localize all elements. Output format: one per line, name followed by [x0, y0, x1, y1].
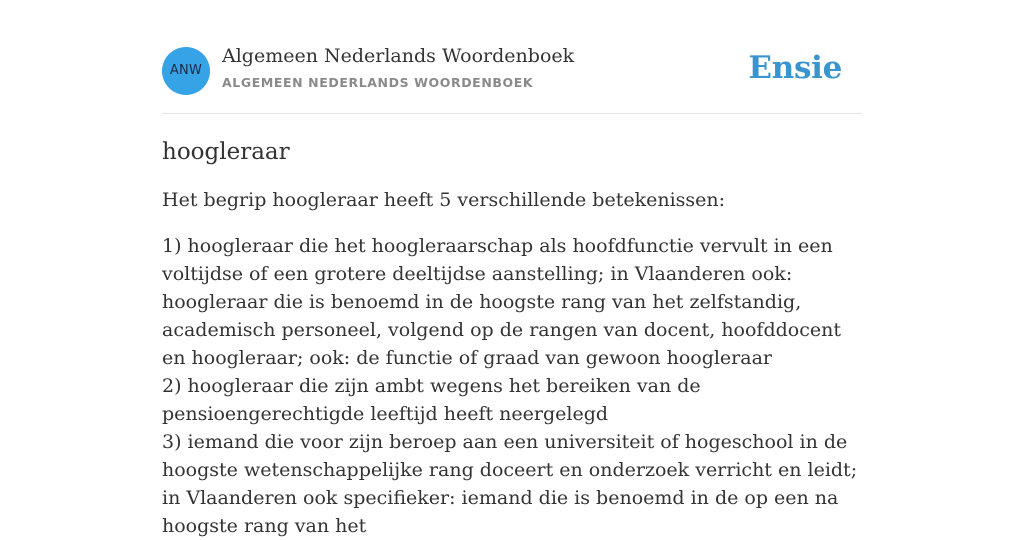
- definition-list: [162, 232, 862, 540]
- page: [162, 0, 862, 540]
- definition-item: 3) iemand die voor zijn beroep aan een universiteit of hogeschool in de hoogste wetenschappelijke rang doceert en onderzoek verricht en leidt; in Vlaanderen ook specifieker: iemand die is benoemd in de op een na hoogste rang van het: [162, 431, 858, 537]
- dictionary-subtitle: ALGEMEEN NEDERLANDS WOORDENBOEK: [222, 75, 534, 90]
- entry-word: hoogleraar: [162, 139, 290, 165]
- anw-logo[interactable]: ANW: [162, 47, 210, 95]
- ensie-logo[interactable]: Ensie: [748, 50, 842, 86]
- dictionary-title[interactable]: Algemeen Nederlands Woordenboek: [222, 45, 575, 67]
- site-header: [162, 0, 862, 114]
- entry-intro: Het begrip hoogleraar heeft 5 verschillende betekenissen:: [162, 189, 726, 211]
- definition-item: 2) hoogleraar die zijn ambt wegens het bereiken van de pensioengerechtigde leeftijd heeft neergelegd: [162, 375, 701, 425]
- definition-item: 1) hoogleraar die het hoogleraarschap als hoofdfunctie vervult in een voltijdse of een grotere deeltijdse aanstelling; in Vlaanderen ook: hoogleraar die is benoemd in de hoogste rang van het zelfstandig, academisch personeel, volgend op de rangen van docent, hoofddocent en hoogleraar; ook: de functie of graad van gewoon hoogleraar: [162, 235, 841, 369]
